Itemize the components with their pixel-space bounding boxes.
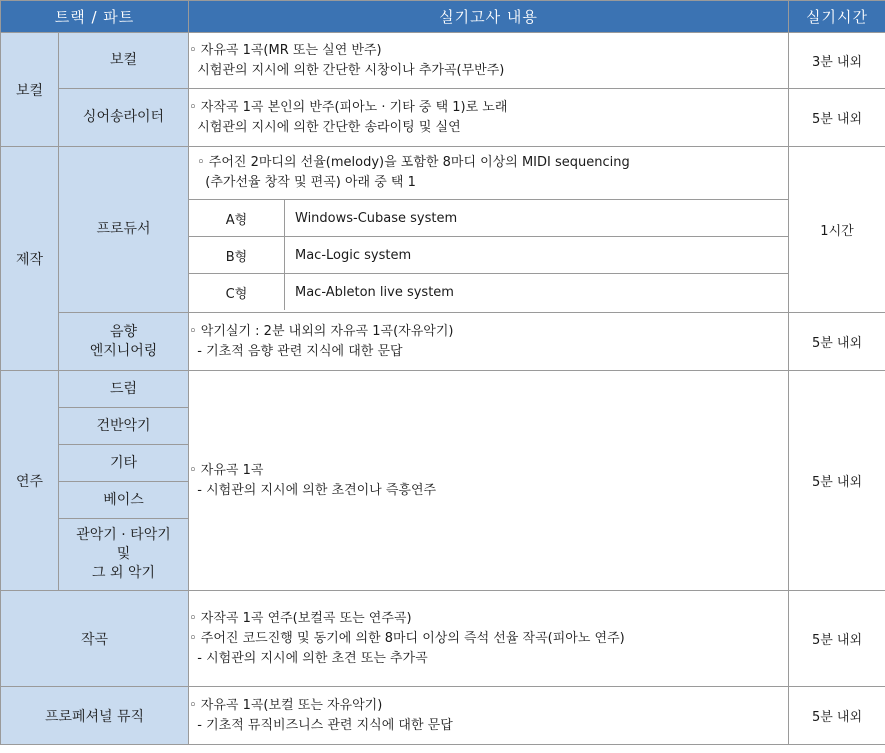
content-line: ◦ 자작곡 1곡 연주(보컬곡 또는 연주곡) <box>189 610 412 626</box>
track-production: 제작 <box>1 147 59 371</box>
content-line: ◦ 악기실기 : 2분 내외의 자유곡 1곡(자유악기) <box>189 323 454 339</box>
track-performance: 연주 <box>1 371 59 591</box>
part-singer-songwriter: 싱어송라이터 <box>59 89 189 147</box>
content-line: - 시험관의 지시에 의한 초견 또는 추가곡 <box>189 650 428 666</box>
option-row <box>189 237 788 274</box>
option-value: Mac-Logic system <box>285 237 789 274</box>
content-line: ◦ 자유곡 1곡 <box>189 462 264 478</box>
content-line: ◦ 자작곡 1곡 본인의 반주(피아노 · 기타 중 택 1)로 노래 <box>189 99 508 115</box>
content-line: (추가선율 창작 및 편곡) 아래 중 택 1 <box>197 175 416 190</box>
time-performance: 5분 내외 <box>789 371 885 591</box>
option-value: Windows-Cubase system <box>295 210 458 226</box>
option-row <box>189 274 788 311</box>
option-value: Mac-Ableton live system <box>285 274 789 311</box>
content-producer <box>189 147 789 313</box>
time-vocal: 3분 내외 <box>789 33 885 89</box>
content-line: 시험관의 지시에 의한 간단한 송라이팅 및 실연 <box>189 119 461 135</box>
part-line: 관악기 · 타악기 <box>76 527 171 543</box>
row-composition <box>1 591 885 687</box>
part-other-instruments <box>59 519 189 591</box>
row-sound-engineering <box>1 313 885 371</box>
row-drum <box>1 371 885 408</box>
time-professional-music: 5분 내외 <box>789 687 885 745</box>
header-row <box>1 1 885 33</box>
content-line: - 기초적 음향 관련 지식에 대한 문답 <box>189 343 403 359</box>
producer-description <box>189 149 788 200</box>
part-sound-engineering <box>59 313 189 371</box>
producer-options <box>189 200 788 310</box>
part-guitar: 기타 <box>59 445 189 482</box>
content-composition <box>189 591 789 687</box>
option-label: A형 <box>189 200 285 237</box>
part-keyboard: 건반악기 <box>59 408 189 445</box>
time-composition: 5분 내외 <box>789 591 885 687</box>
part-drum: 드럼 <box>59 371 189 408</box>
header-time: 실기시간 <box>789 1 885 33</box>
content-line: 시험관의 지시에 의한 간단한 시창이나 추가곡(무반주) <box>189 62 505 78</box>
content-line: ◦ 주어진 코드진행 및 동기에 의한 8마디 이상의 즉석 선율 작곡(피아노 연주) <box>189 630 625 646</box>
track-professional-music: 프로페셔널 뮤직 <box>1 687 189 745</box>
option-row <box>189 200 788 237</box>
time-singer-songwriter: 5분 내외 <box>789 89 885 147</box>
content-line: ◦ 자유곡 1곡(보컬 또는 자유악기) <box>189 697 383 713</box>
time-sound-engineering: 5분 내외 <box>789 313 885 371</box>
header-content: 실기고사 내용 <box>189 1 789 33</box>
row-producer <box>1 147 885 313</box>
content-performance <box>189 371 789 591</box>
track-vocal: 보컬 <box>1 33 59 147</box>
part-vocal: 보컬 <box>59 33 189 89</box>
part-line: 엔지니어링 <box>89 342 158 359</box>
time-producer: 1시간 <box>789 147 885 313</box>
row-singer-songwriter <box>1 89 885 147</box>
content-vocal <box>189 33 789 89</box>
part-line: 및 <box>116 546 131 562</box>
content-singer-songwriter <box>189 89 789 147</box>
content-line: ◦ 자유곡 1곡(MR 또는 실연 반주) <box>189 42 382 58</box>
track-composition: 작곡 <box>1 591 189 687</box>
content-line: - 기초적 뮤직비즈니스 관련 지식에 대한 문답 <box>189 717 453 733</box>
row-professional-music <box>1 687 885 745</box>
content-line: ◦ 주어진 2마디의 선율(melody)을 포함한 8마디 이상의 MIDI sequencing <box>197 155 630 170</box>
part-bass: 베이스 <box>59 482 189 519</box>
part-line: 그 외 악기 <box>92 565 155 581</box>
header-track-part: 트랙 / 파트 <box>1 1 189 33</box>
option-label: B형 <box>189 237 285 274</box>
content-sound-engineering <box>189 313 789 371</box>
part-line: 음향 <box>109 323 138 340</box>
part-producer: 프로듀서 <box>59 147 189 313</box>
content-professional-music <box>189 687 789 745</box>
content-line: - 시험관의 지시에 의한 초견이나 즉흥연주 <box>189 482 437 498</box>
option-label: C형 <box>189 274 285 311</box>
row-vocal <box>1 33 885 89</box>
